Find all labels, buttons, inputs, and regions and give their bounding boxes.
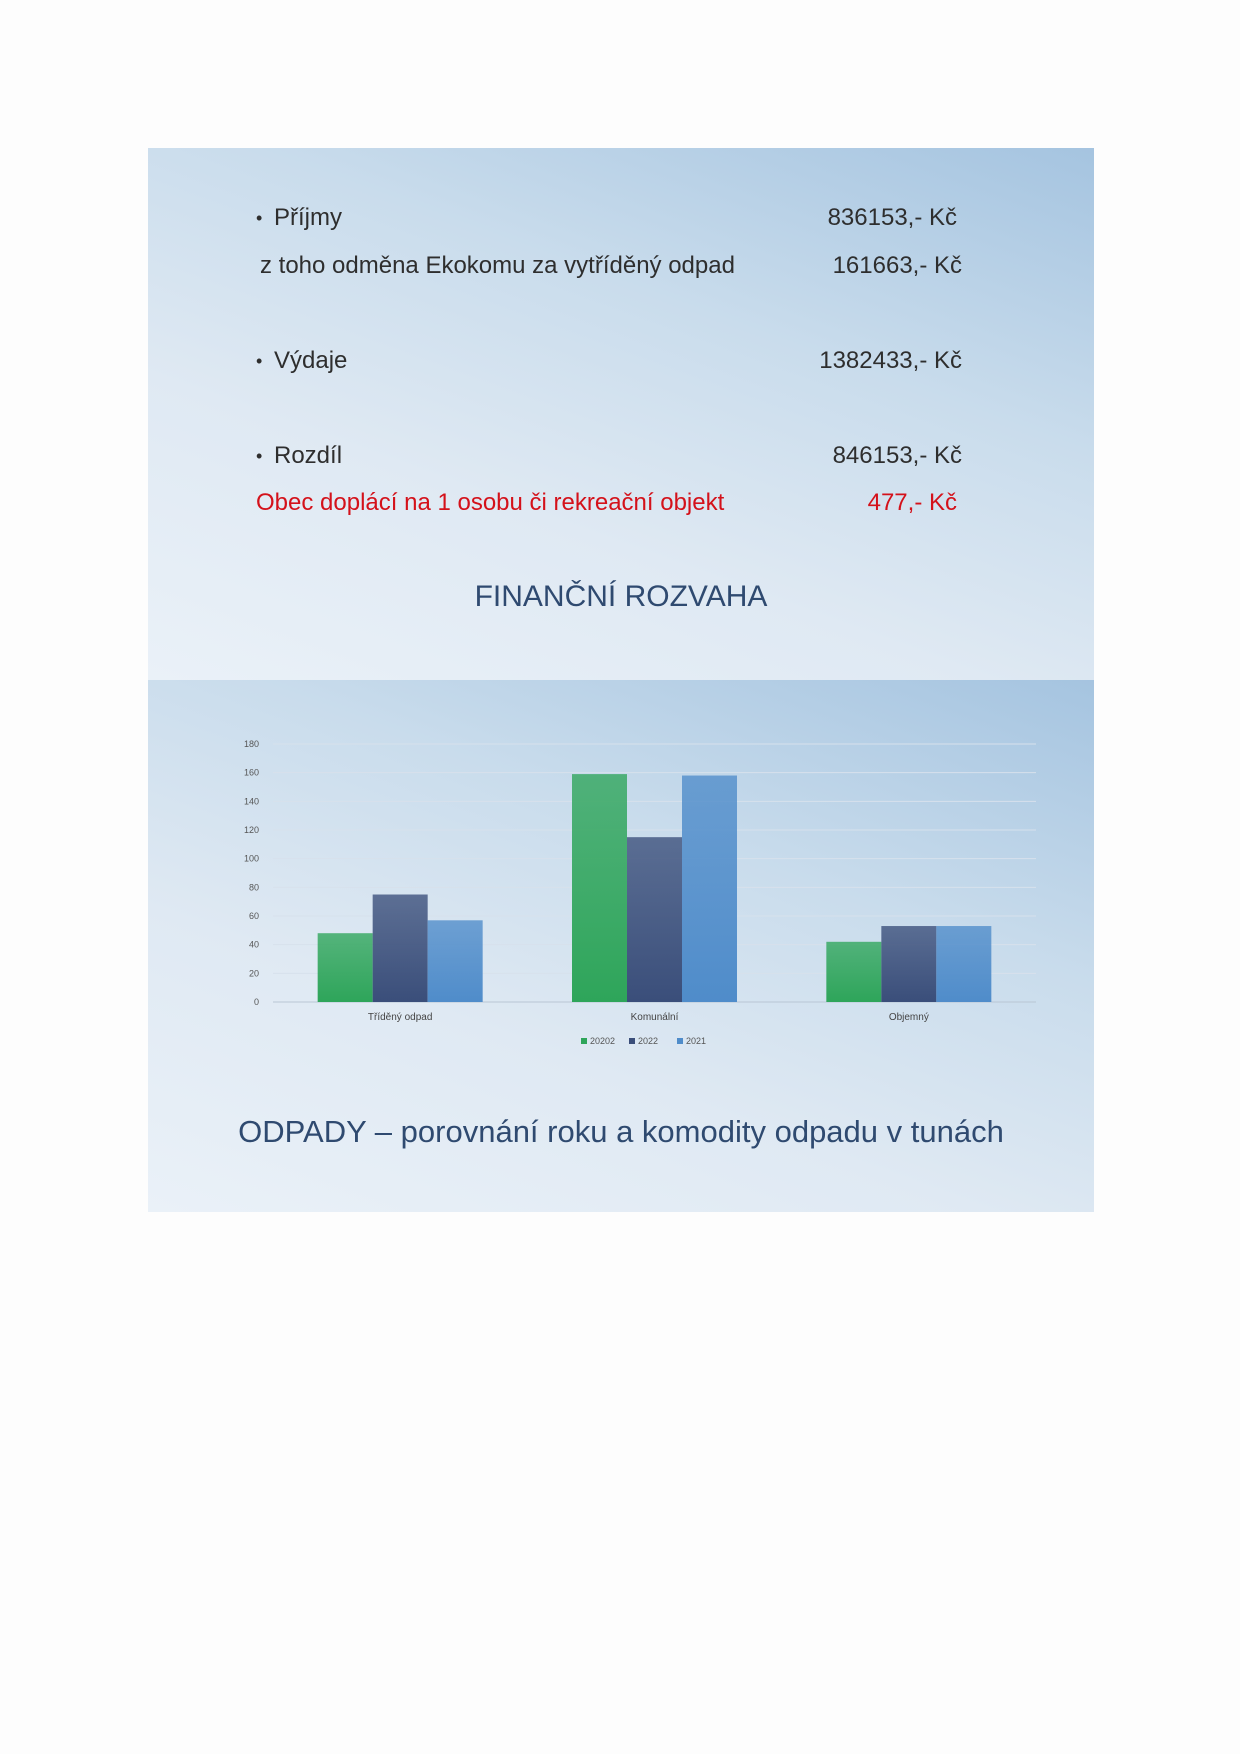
y-tick-label: 180 <box>243 739 259 749</box>
waste-slide <box>148 680 1094 1212</box>
bullet-prijmy: • <box>256 208 263 228</box>
bar <box>428 920 483 1002</box>
waste-title: ODPADY – porovnání roku a komodity odpadu v tunách <box>238 1114 1004 1149</box>
y-tick-label: 80 <box>248 882 259 893</box>
row-label-ekokom: z toho odměna Ekokomu za vytříděný odpad <box>260 252 735 279</box>
row-amount-ekokom: 161663,- Kč <box>832 252 962 279</box>
y-tick-label: 100 <box>243 853 259 864</box>
legend-label: 2022 <box>638 1036 659 1046</box>
bar <box>373 895 428 1003</box>
bar <box>318 933 373 1002</box>
legend-swatch <box>677 1038 683 1044</box>
y-tick-label: 60 <box>248 911 259 921</box>
row-label-vydaje: Výdaje <box>274 347 348 374</box>
x-tick-label: Komunální <box>630 1012 679 1023</box>
y-tick-label: 40 <box>248 939 259 950</box>
x-tick-label: Tříděný odpad <box>367 1012 433 1023</box>
row-label-rozdil: Rozdíl <box>274 442 343 469</box>
waste-bar-chart <box>148 680 1094 1060</box>
legend-swatch <box>581 1038 587 1044</box>
y-tick-label: 160 <box>243 767 259 778</box>
legend-swatch <box>629 1038 635 1044</box>
x-tick-label: Objemný <box>888 1012 929 1023</box>
financial-title: FINANČNÍ ROZVAHA <box>474 580 768 613</box>
bar <box>936 926 991 1002</box>
y-tick-label: 120 <box>243 825 259 835</box>
row-amount-vydaje: 1382433,- Kč <box>819 347 962 374</box>
row-amount-doplaci: 477,- Kč <box>867 489 957 516</box>
row-amount-prijmy: 836153,- Kč <box>827 204 957 231</box>
bullet-vydaje: • <box>256 351 263 371</box>
legend-label: 2021 <box>686 1036 707 1046</box>
row-label-doplaci: Obec doplácí na 1 osobu či rekreační objekt <box>256 489 725 516</box>
y-tick-label: 140 <box>243 796 259 807</box>
bar <box>826 942 881 1002</box>
row-amount-rozdil: 846153,- Kč <box>832 442 962 469</box>
y-tick-label: 0 <box>253 997 259 1007</box>
bar <box>881 926 936 1002</box>
bar <box>627 837 682 1002</box>
bar <box>682 776 737 1002</box>
bullet-rozdil: • <box>256 446 263 466</box>
bar <box>572 774 627 1002</box>
legend-label: 20202 <box>590 1036 616 1046</box>
y-tick-label: 20 <box>248 968 259 979</box>
financial-slide <box>148 148 1094 680</box>
row-label-prijmy: Příjmy <box>274 204 342 231</box>
